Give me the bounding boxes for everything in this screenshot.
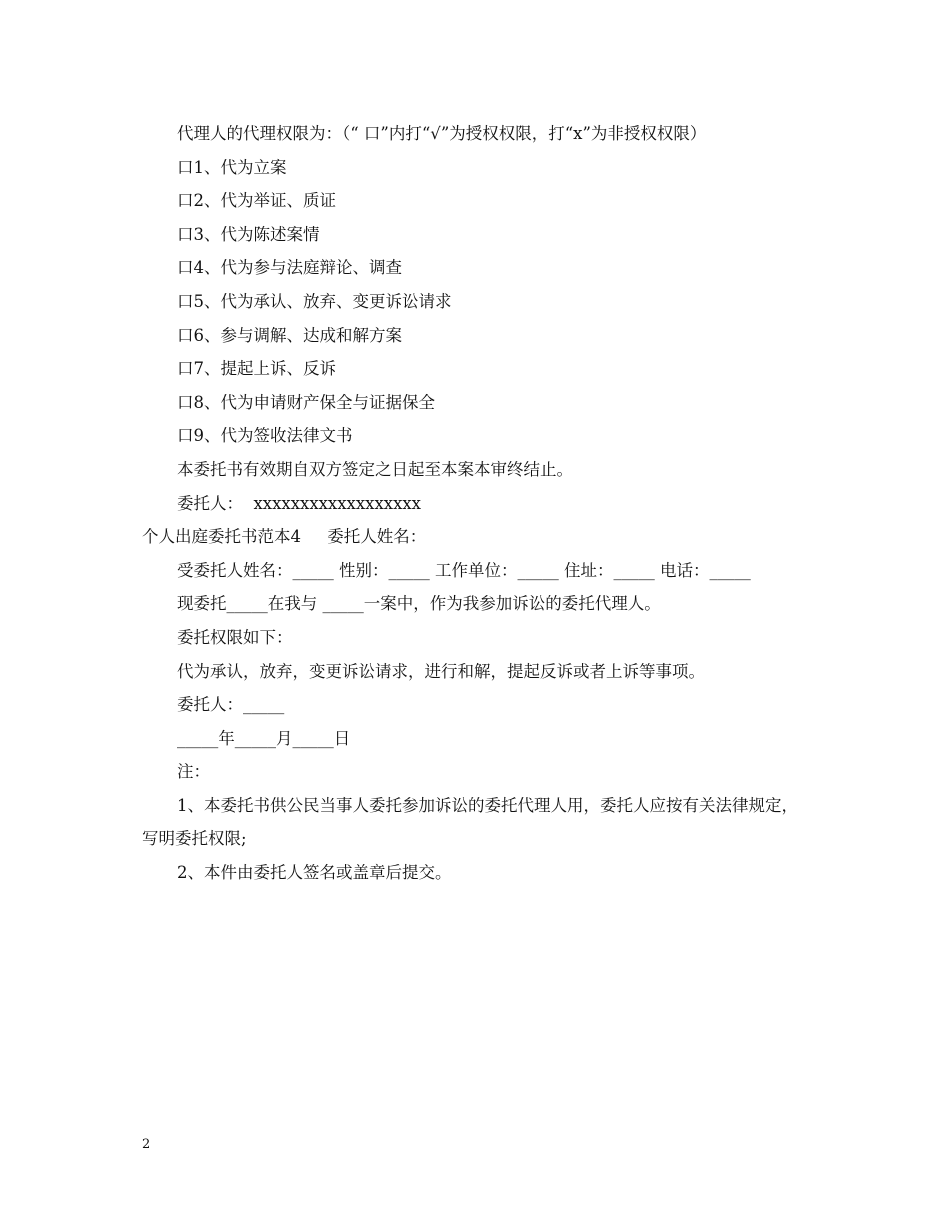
appointment-statement: 现委托_____在我与 _____一案中，作为我参加诉讼的委托代理人。 xyxy=(177,594,661,614)
validity-period-text: 本委托书有效期自双方签定之日起至本案本审终结止。 xyxy=(177,459,573,479)
date-line: _____年_____月_____日 xyxy=(177,728,351,748)
principal-signature-line: 委托人： xxxxxxxxxxxxxxxxxx xyxy=(177,493,421,513)
note-item-1: 1、本委托书供公民当事人委托参加诉讼的委托代理人用，委托人应按有关法律规定，写明委托权限; xyxy=(142,795,798,849)
notes-heading: 注： xyxy=(177,762,210,782)
authority-item-6: 口6、参与调解、达成和解方案 xyxy=(177,325,402,345)
document-body xyxy=(142,117,812,890)
authority-item-4: 口4、代为参与法庭辩论、调查 xyxy=(177,258,402,278)
authority-item-2: 口2、代为举证、质证 xyxy=(177,191,336,211)
authority-scope-intro: 代理人的代理权限为：（“ 口”内打“√”为授权权限，打“x”为非授权权限） xyxy=(177,124,707,143)
authority-item-3: 口3、代为陈述案情 xyxy=(177,224,320,244)
template-heading-line: 个人出庭委托书范本4 委托人姓名： xyxy=(142,527,427,547)
note-item-2: 2、本件由委托人签名或盖章后提交。 xyxy=(177,863,452,883)
authority-item-7: 口7、提起上诉、反诉 xyxy=(177,359,336,379)
authority-item-8: 口8、代为申请财产保全与证据保全 xyxy=(177,392,435,412)
page-number: 2 xyxy=(142,1137,151,1152)
authority-description: 代为承认，放弃，变更诉讼请求，进行和解，提起反诉或者上诉等事项。 xyxy=(177,661,705,681)
authority-item-1: 口1、代为立案 xyxy=(177,157,287,177)
agent-info-line: 受委托人姓名：_____ 性别：_____ 工作单位：_____ 住址：_____ 电话：_____ xyxy=(177,560,751,580)
principal-signature-blank: 委托人：_____ xyxy=(177,695,285,715)
authority-item-5: 口5、代为承认、放弃、变更诉讼请求 xyxy=(177,291,452,311)
authority-item-9: 口9、代为签收法律文书 xyxy=(177,426,353,446)
authority-heading: 委托权限如下： xyxy=(177,627,293,647)
